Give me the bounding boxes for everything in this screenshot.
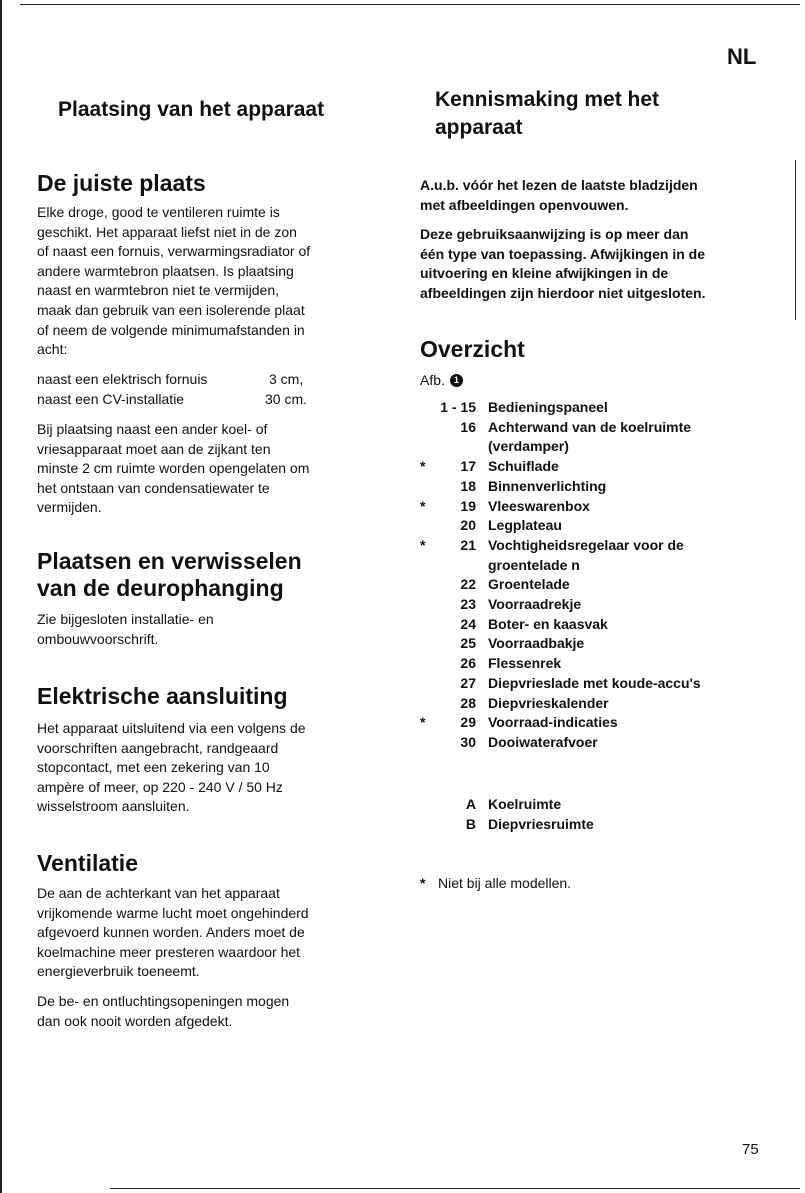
list-item: [420, 516, 780, 536]
heading-line: van de deurophanging: [37, 575, 284, 601]
list-number: 27: [460, 674, 476, 691]
ventilatie-paragraph-1: [37, 884, 382, 982]
list-star: [420, 694, 434, 714]
heading-ventilatie: Ventilatie: [37, 850, 138, 876]
text-line: Bij plaatsing naast een ander koel- of: [37, 421, 268, 437]
list-item: [420, 575, 780, 595]
intro-paragraph-2: [420, 225, 780, 303]
list-item: [420, 418, 780, 438]
title-line: Kennismaking met het: [435, 88, 660, 111]
heading-line: Plaatsen en verwisselen: [37, 548, 302, 574]
text-line: Het apparaat uitsluitend via een volgens de: [37, 720, 306, 736]
list-item: [420, 536, 780, 556]
elektrische-paragraph: [37, 719, 382, 817]
list-label: Voorraadbakje: [488, 635, 585, 652]
section-title-kennismaking: [435, 86, 659, 142]
heading-juiste-plaats: De juiste plaats: [37, 170, 206, 196]
list-star: [420, 398, 434, 418]
overview-list: [420, 398, 780, 753]
text-line: De be- en ontluchtingsopeningen mogen: [37, 993, 290, 1009]
list-number: 25: [460, 635, 476, 652]
text-line: ombouwvoorschrift.: [37, 630, 159, 647]
distance-row: [37, 390, 382, 410]
ventilatie-paragraph-2: [37, 992, 382, 1031]
list-star: [420, 815, 434, 835]
distance-row: [37, 370, 382, 390]
text-line: stopcontact, met een zekering van 10: [37, 759, 270, 776]
list-number: 21: [460, 536, 476, 553]
text-line: dan ook nooit worden afgedekt.: [37, 1012, 233, 1029]
list-label: Achterwand van de koelruimte: [488, 418, 692, 435]
footnote: [420, 874, 571, 894]
text-line: vermijden.: [37, 499, 102, 516]
list-label: Diepvrieskalender: [488, 694, 609, 711]
list-number: 16: [460, 418, 476, 435]
right-edge-rule: [795, 160, 796, 320]
list-number: B: [465, 815, 476, 832]
text-line: Elke droge, good te ventileren ruimte is: [37, 204, 280, 220]
list-label: Legplateau: [488, 517, 562, 534]
figure-reference: [420, 371, 463, 391]
list-star: [420, 634, 434, 654]
list-number: A: [465, 796, 476, 812]
text-line: of naast een fornuis, verwarmingsradiator of: [37, 243, 311, 260]
page-number: 75: [742, 1141, 759, 1158]
text-line: A.u.b. vóór het lezen de laatste bladzijden: [420, 177, 698, 193]
list-star: [420, 615, 434, 635]
list-star: [420, 556, 434, 576]
text-line: afbeeldingen zijn hierdoor niet uitgesloten.: [420, 284, 706, 301]
figure-number-badge: 1: [450, 374, 463, 387]
list-star: *: [420, 497, 426, 514]
text-line: maak dan gebruik van een isolerende plaat: [37, 301, 305, 318]
list-item: [420, 654, 780, 674]
list-number: 23: [460, 596, 476, 613]
list-item: [420, 497, 780, 517]
distance-value: 3 cm,: [269, 371, 304, 387]
list-star: [420, 477, 434, 497]
list-label: Voorraad-indicaties: [488, 714, 618, 731]
list-label: Flessenrek: [488, 655, 562, 672]
list-label: Schuiflade: [488, 458, 559, 475]
text-line: uitvoering en kleine afwijkingen in de: [420, 265, 669, 282]
text-line: afgevoerd kunnen worden. Anders moet de: [37, 924, 305, 941]
list-label: groentelade n: [488, 556, 580, 573]
list-label: Koelruimte: [488, 796, 562, 812]
list-item: [420, 595, 780, 615]
list-item: [420, 694, 780, 714]
language-code: NL: [727, 44, 757, 69]
list-label: (verdamper): [488, 438, 569, 455]
list-item: [420, 795, 780, 815]
figure-label: Afb.: [420, 372, 445, 388]
text-line: wisselstroom aansluiten.: [37, 798, 190, 815]
list-star: [420, 733, 434, 753]
text-line: De aan de achterkant van het apparaat: [37, 885, 280, 901]
list-label: Dooiwaterafvoer: [488, 733, 598, 750]
list-item: [420, 556, 780, 576]
title-line: apparaat: [435, 116, 523, 139]
list-label: Binnenverlichting: [488, 477, 607, 494]
list-number: 29: [460, 714, 476, 731]
list-number: 17: [460, 458, 476, 475]
bottom-rule: [110, 1188, 800, 1189]
list-number: 30: [460, 733, 476, 750]
list-number: 18: [460, 477, 476, 494]
top-rule: [20, 4, 800, 5]
list-number: 1 - 15: [440, 399, 476, 415]
list-star: *: [420, 458, 426, 475]
list-item: [420, 674, 780, 694]
list-label: Voorraadrekje: [488, 596, 582, 613]
list-item: [420, 437, 780, 457]
list-item: [420, 815, 780, 835]
list-star: [420, 437, 434, 457]
text-line: energieverbruik toeneemt.: [37, 963, 200, 980]
text-line: Deze gebruiksaanwijzing is op meer dan: [420, 226, 689, 242]
juiste-plaats-paragraph-2: [37, 420, 382, 518]
list-label: Vleeswarenbox: [488, 497, 590, 514]
list-item: [420, 398, 780, 418]
intro-paragraph-1: [420, 176, 780, 215]
text-line: ampère of meer, op 220 - 240 V / 50 Hz: [37, 778, 283, 795]
text-line: Zie bijgesloten installatie- en: [37, 611, 214, 627]
list-star: [420, 674, 434, 694]
list-label: Bedieningspaneel: [488, 399, 608, 415]
list-star: *: [420, 536, 426, 553]
list-item: [420, 615, 780, 635]
juiste-plaats-paragraph-1: [37, 203, 382, 360]
list-star: [420, 654, 434, 674]
distance-label: naast een elektrisch fornuis: [37, 371, 208, 387]
list-number: 22: [460, 576, 476, 593]
list-number: 26: [460, 655, 476, 672]
list-item: [420, 477, 780, 497]
text-line: naast en warmtebron niet te vermijden,: [37, 282, 280, 299]
text-line: minste 2 cm ruimte worden opengelaten om: [37, 460, 310, 477]
distance-list: [37, 370, 382, 409]
list-number: 24: [460, 615, 476, 632]
heading-verwisselen: [37, 548, 382, 602]
text-line: of neem de volgende minimumafstanden in: [37, 321, 305, 338]
text-line: met afbeeldingen openvouwen.: [420, 196, 629, 213]
text-line: het ontstaan van condensatiewater te: [37, 479, 270, 496]
list-number: 19: [460, 497, 476, 514]
list-item: [420, 713, 780, 733]
list-number: 28: [460, 694, 476, 711]
list-item: [420, 634, 780, 654]
text-line: één type van toepassing. Afwijkingen in de: [420, 245, 705, 262]
text-line: vriesapparaat moet aan de zijkant ten: [37, 440, 271, 457]
list-star: *: [420, 714, 426, 731]
section-title-plaatsing: Plaatsing van het apparaat: [58, 98, 325, 121]
list-star: [420, 418, 434, 438]
text-line: voorschriften aangebracht, randgeaard: [37, 739, 279, 756]
list-star: [420, 795, 434, 815]
distance-label: naast een CV-installatie: [37, 390, 185, 407]
list-item: [420, 457, 780, 477]
text-line: geschikt. Het apparaat liefst niet in de zon: [37, 223, 297, 240]
list-number: [434, 556, 476, 576]
footnote-text: Niet bij alle modellen.: [438, 875, 572, 891]
text-line: koelmachine meer presteren waardoor het: [37, 943, 301, 960]
list-label: Diepvrieslade met koude-accu's: [488, 674, 701, 691]
footnote-star: *: [420, 875, 426, 891]
list-label: Vochtigheidsregelaar voor de: [488, 536, 684, 553]
heading-overzicht: Overzicht: [420, 336, 525, 362]
verwisselen-paragraph: [37, 610, 382, 649]
list-label: Boter- en kaasvak: [488, 615, 608, 632]
list-label: Groentelade: [488, 576, 570, 593]
list-item: [420, 733, 780, 753]
list-star: [420, 575, 434, 595]
area-list: [420, 795, 780, 834]
list-label: Diepvriesruimte: [488, 815, 594, 832]
text-line: vrijkomende warme lucht moet ongehinderd: [37, 904, 309, 921]
list-number: 20: [460, 517, 476, 534]
left-edge-rule: [0, 0, 2, 1193]
text-line: andere warmtebron plaatsen. Is plaatsing: [37, 262, 294, 279]
list-star: [420, 516, 434, 536]
list-number: [434, 437, 476, 457]
text-line: acht:: [37, 341, 68, 358]
list-star: [420, 595, 434, 615]
distance-value: 30 cm.: [265, 390, 308, 407]
heading-elektrische-aansluiting: Elektrische aansluiting: [37, 683, 288, 709]
